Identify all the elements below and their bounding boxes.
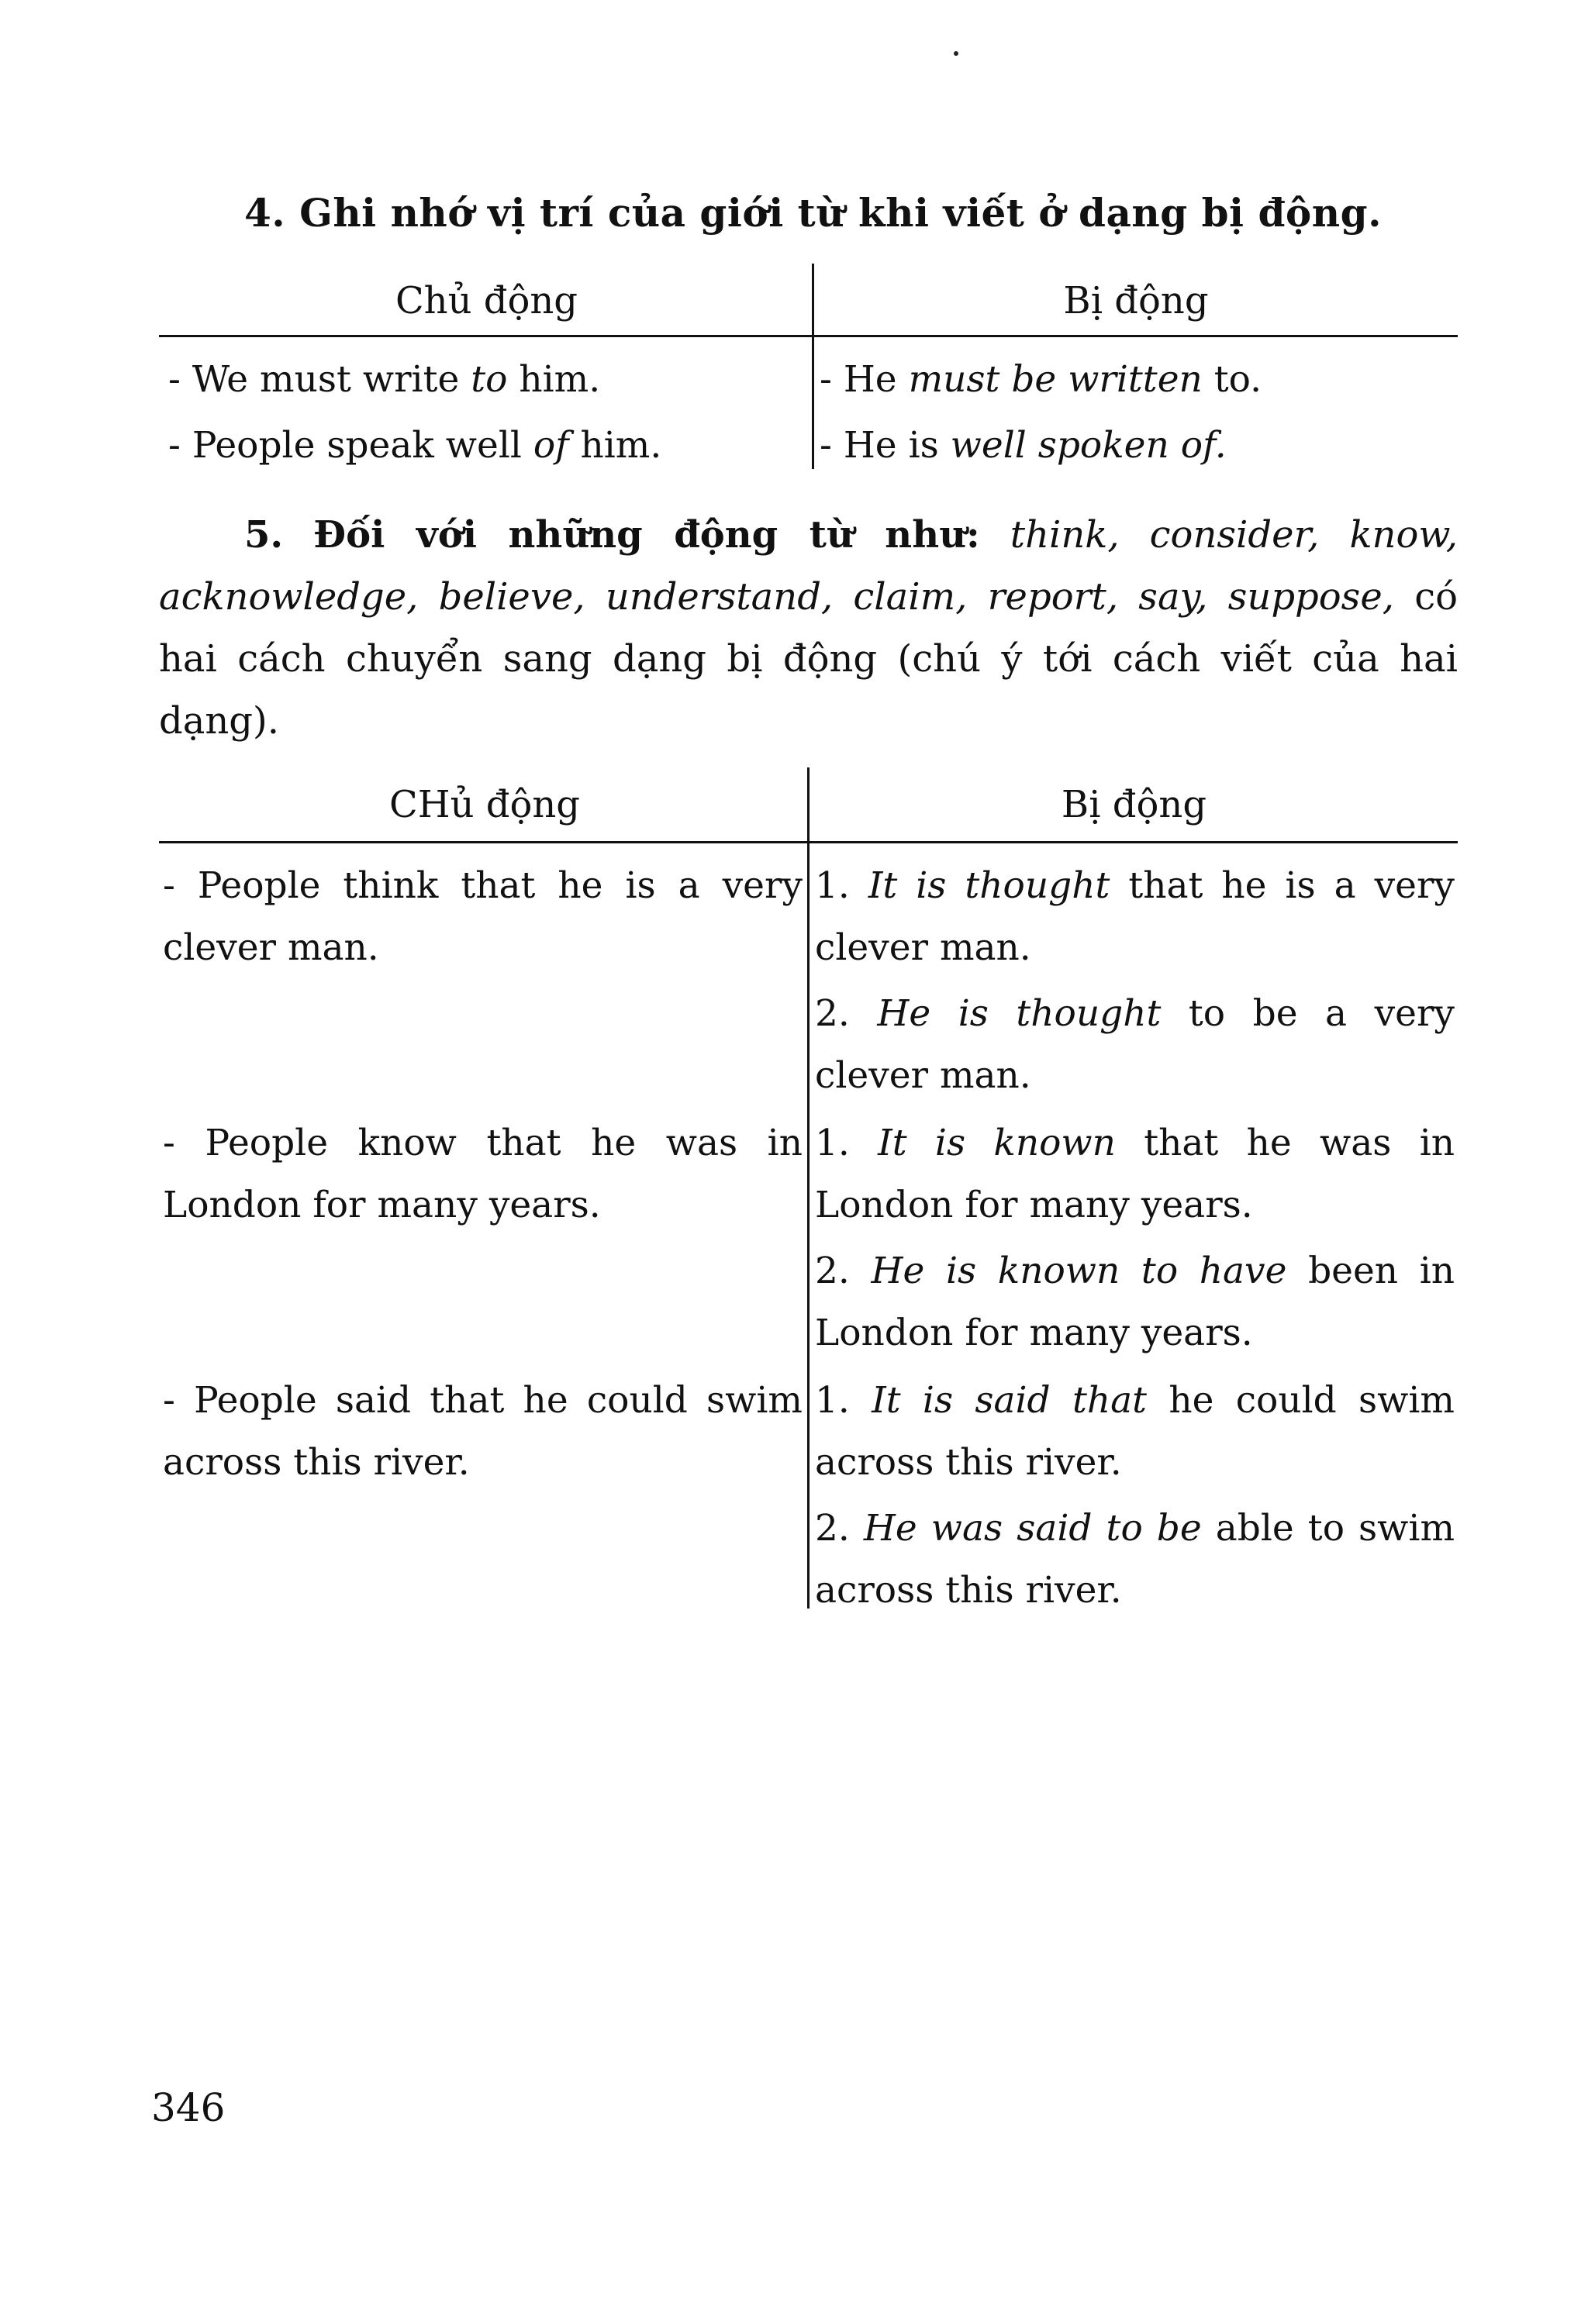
cell-text: - He is (820, 424, 951, 467)
header-active: Chủ động (395, 279, 578, 322)
table-row-passive (815, 1112, 1455, 1236)
section-5-paragraph (159, 504, 1458, 752)
cell-text: that he was in London for many years. (815, 1122, 1455, 1226)
table-row-passive (815, 1240, 1455, 1364)
section-5-bold-text: Đối với những động từ như: (313, 513, 980, 557)
cell-italic: to (471, 358, 508, 401)
cell-text: - We must write (168, 358, 471, 401)
table-row-active (168, 349, 804, 411)
cell-italic: of (533, 424, 569, 467)
column-divider (812, 264, 814, 469)
section-5-rest: có hai cách chuyển sang dạng bị động (chú ý tới cách viết của hai dạng). (159, 575, 1458, 743)
section-4-number: 4. (244, 190, 286, 236)
prepositions-table (159, 279, 1458, 481)
cell-text: that he is a very clever man. (815, 864, 1455, 969)
cell-italic: He is thought (877, 992, 1162, 1035)
table-row-active (168, 415, 804, 477)
table-row-active: - People know that he was in London for many years. (163, 1122, 803, 1226)
cell-italic: He is known to have (871, 1250, 1287, 1292)
table-row-active: - People said that he could swim across this river. (163, 1379, 803, 1484)
cell-text: 1. (815, 864, 868, 907)
table-row-passive (815, 1370, 1455, 1494)
cell-text: to. (1202, 358, 1262, 401)
scan-speck (954, 51, 958, 56)
table-row-passive (815, 1498, 1455, 1622)
cell-text: 2. (815, 1507, 864, 1550)
table-row-active: - People think that he is a very clever man. (163, 864, 803, 969)
cell-italic: It is said that (872, 1379, 1148, 1422)
table-row-passive (815, 983, 1455, 1107)
cell-text: been in London for many years. (815, 1250, 1455, 1354)
cell-text: 1. (815, 1379, 872, 1422)
cell-text: 2. (815, 992, 878, 1035)
cell-italic: It is known (878, 1122, 1116, 1164)
cell-italic: must be written (908, 358, 1203, 401)
section-5-verb-list: think, consider, know, acknowledge, believe, understand, claim, report, say, suppose, (159, 513, 1459, 619)
table-row-passive (820, 415, 1455, 477)
cell-text: to be a very clever man. (815, 992, 1455, 1097)
cell-text: 1. (815, 1122, 879, 1164)
reporting-verbs-table (159, 783, 1458, 1624)
cell-text: him. (507, 358, 601, 401)
cell-italic: It is thought (868, 864, 1110, 907)
cell-italic: He was said to be (863, 1507, 1202, 1550)
table-row-passive (820, 349, 1455, 411)
cell-text: - He (820, 358, 909, 401)
cell-text: able to swim across this river. (815, 1507, 1455, 1612)
header-passive: Bị động (1061, 783, 1207, 826)
cell-text: 2. (815, 1250, 872, 1292)
page-number: 346 (151, 2085, 226, 2130)
header-active: CHủ động (388, 783, 581, 826)
cell-text: him. (568, 424, 662, 467)
cell-text: - People speak well (168, 424, 533, 467)
column-divider (807, 767, 810, 1609)
header-passive: Bị động (1063, 279, 1209, 322)
section-5-number: 5. (244, 513, 284, 557)
section-4-title: Ghi nhớ vị trí của giới từ khi viết ở dạng bị động. (299, 190, 1382, 236)
cell-italic: well spoken of. (950, 424, 1227, 467)
section-4-heading (244, 190, 1485, 236)
table-row-passive (815, 855, 1455, 979)
header-rule (159, 335, 1458, 337)
cell-text: he could swim across this river. (815, 1379, 1455, 1484)
